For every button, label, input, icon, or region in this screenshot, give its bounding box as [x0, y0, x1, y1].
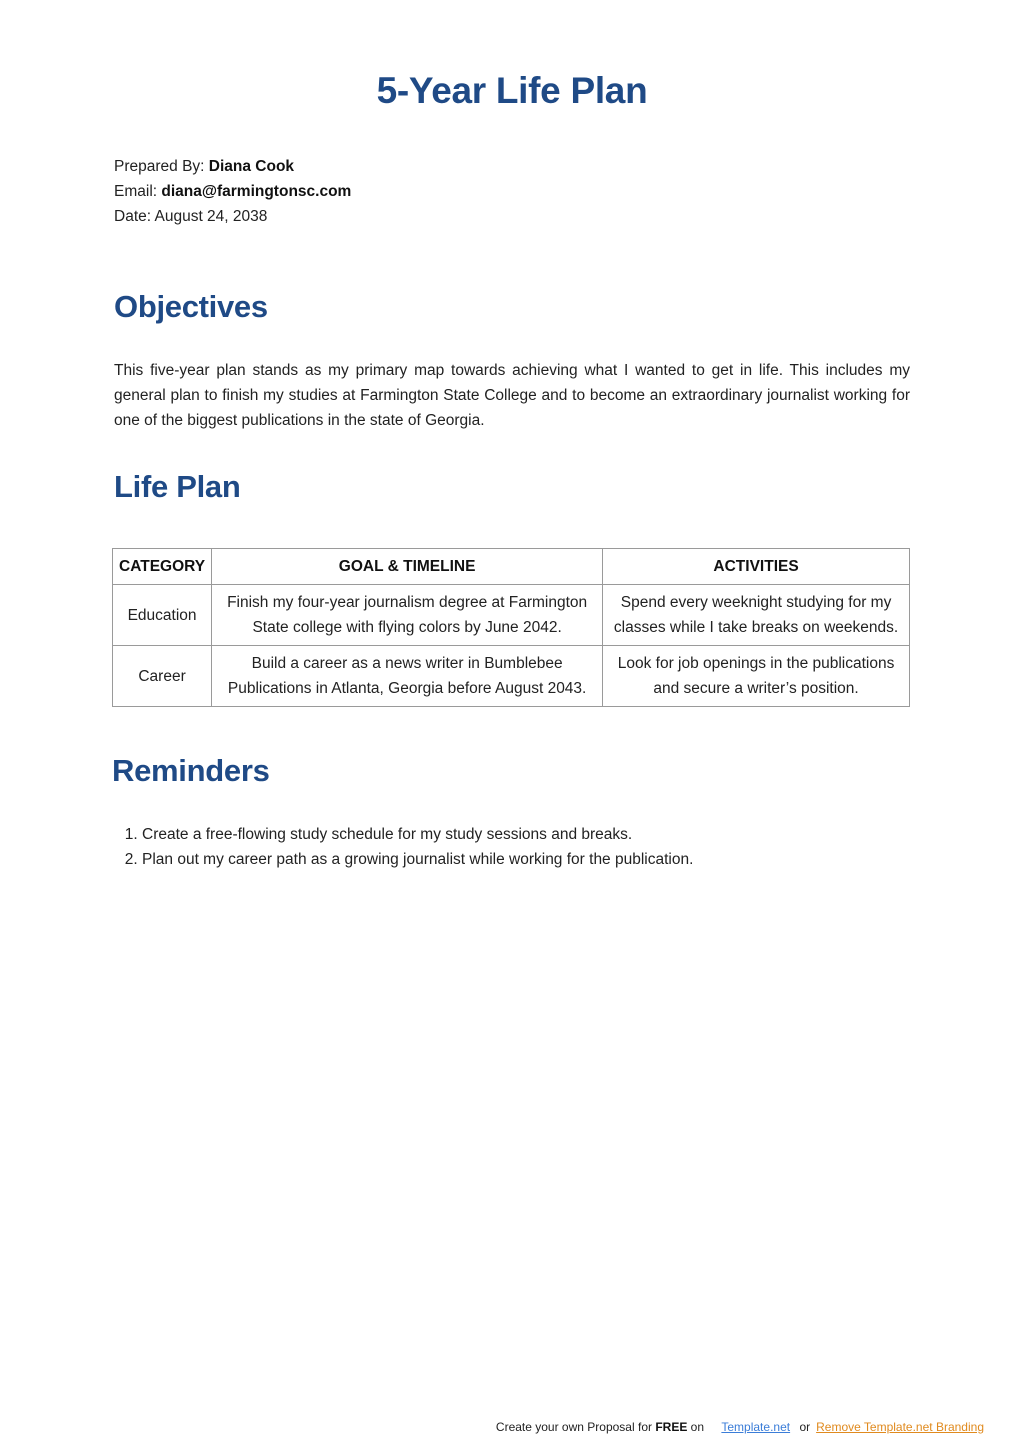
date-row: [114, 204, 351, 229]
cell-category: Education: [113, 585, 212, 646]
document-meta: [114, 154, 351, 229]
branding-footer: [496, 1420, 984, 1434]
cell-goal: Build a career as a news writer in Bumblebee Publications in Atlanta, Georgia before August 2043.: [212, 646, 603, 707]
list-item: 1. Create a free-flowing study schedule for my study sessions and breaks.: [142, 822, 693, 847]
life-plan-table: [112, 548, 910, 707]
table-header-row: [113, 549, 910, 585]
footer-free: FREE: [655, 1420, 688, 1434]
cell-activities: Spend every weeknight studying for my classes while I take breaks on weekends.: [603, 585, 910, 646]
email-row: [114, 179, 351, 204]
prepared-by-value: Diana Cook: [208, 158, 295, 175]
page-title: 5-Year Life Plan: [376, 70, 648, 111]
reminders-heading: Reminders: [112, 753, 270, 788]
footer-prefix: Create your own Proposal for: [495, 1420, 656, 1434]
objectives-heading: Objectives: [114, 289, 268, 324]
table-row: [113, 646, 910, 707]
cell-goal: Finish my four-year journalism degree at Farmington State college with flying colors by June 2042.: [212, 585, 603, 646]
column-header-category: CATEGORY: [113, 549, 212, 585]
reminders-list: [114, 822, 693, 872]
email-value: diana@farmingtonsc.com: [161, 183, 352, 200]
date-label: Date:: [114, 208, 155, 225]
list-item: 2. Plan out my career path as a growing journalist while working for the publication.: [142, 847, 693, 872]
objectives-paragraph: This five-year plan stands as my primary map towards achieving what I wanted to get in life. This includes my general plan to finish my studies at Farmington State College and to become an extraordinary journalist working for one of the biggest publications in the state of Georgia.: [114, 362, 910, 429]
table-row: [113, 585, 910, 646]
life-plan-heading: Life Plan: [114, 469, 241, 504]
column-header-goal-timeline: GOAL & TIMELINE: [212, 549, 603, 585]
cell-category: Career: [113, 646, 212, 707]
footer-on: on: [687, 1420, 705, 1434]
footer-or: or: [799, 1420, 811, 1434]
remove-branding-link[interactable]: Remove Template.net Branding: [816, 1420, 984, 1434]
prepared-by-label: Prepared By:: [114, 158, 209, 175]
email-label: Email:: [114, 183, 162, 200]
template-net-link[interactable]: Template.net: [721, 1420, 791, 1434]
cell-activities: Look for job openings in the publications and secure a writer’s position.: [603, 646, 910, 707]
column-header-activities: ACTIVITIES: [603, 549, 910, 585]
date-value: August 24, 2038: [154, 208, 268, 225]
prepared-by-row: [114, 154, 351, 179]
